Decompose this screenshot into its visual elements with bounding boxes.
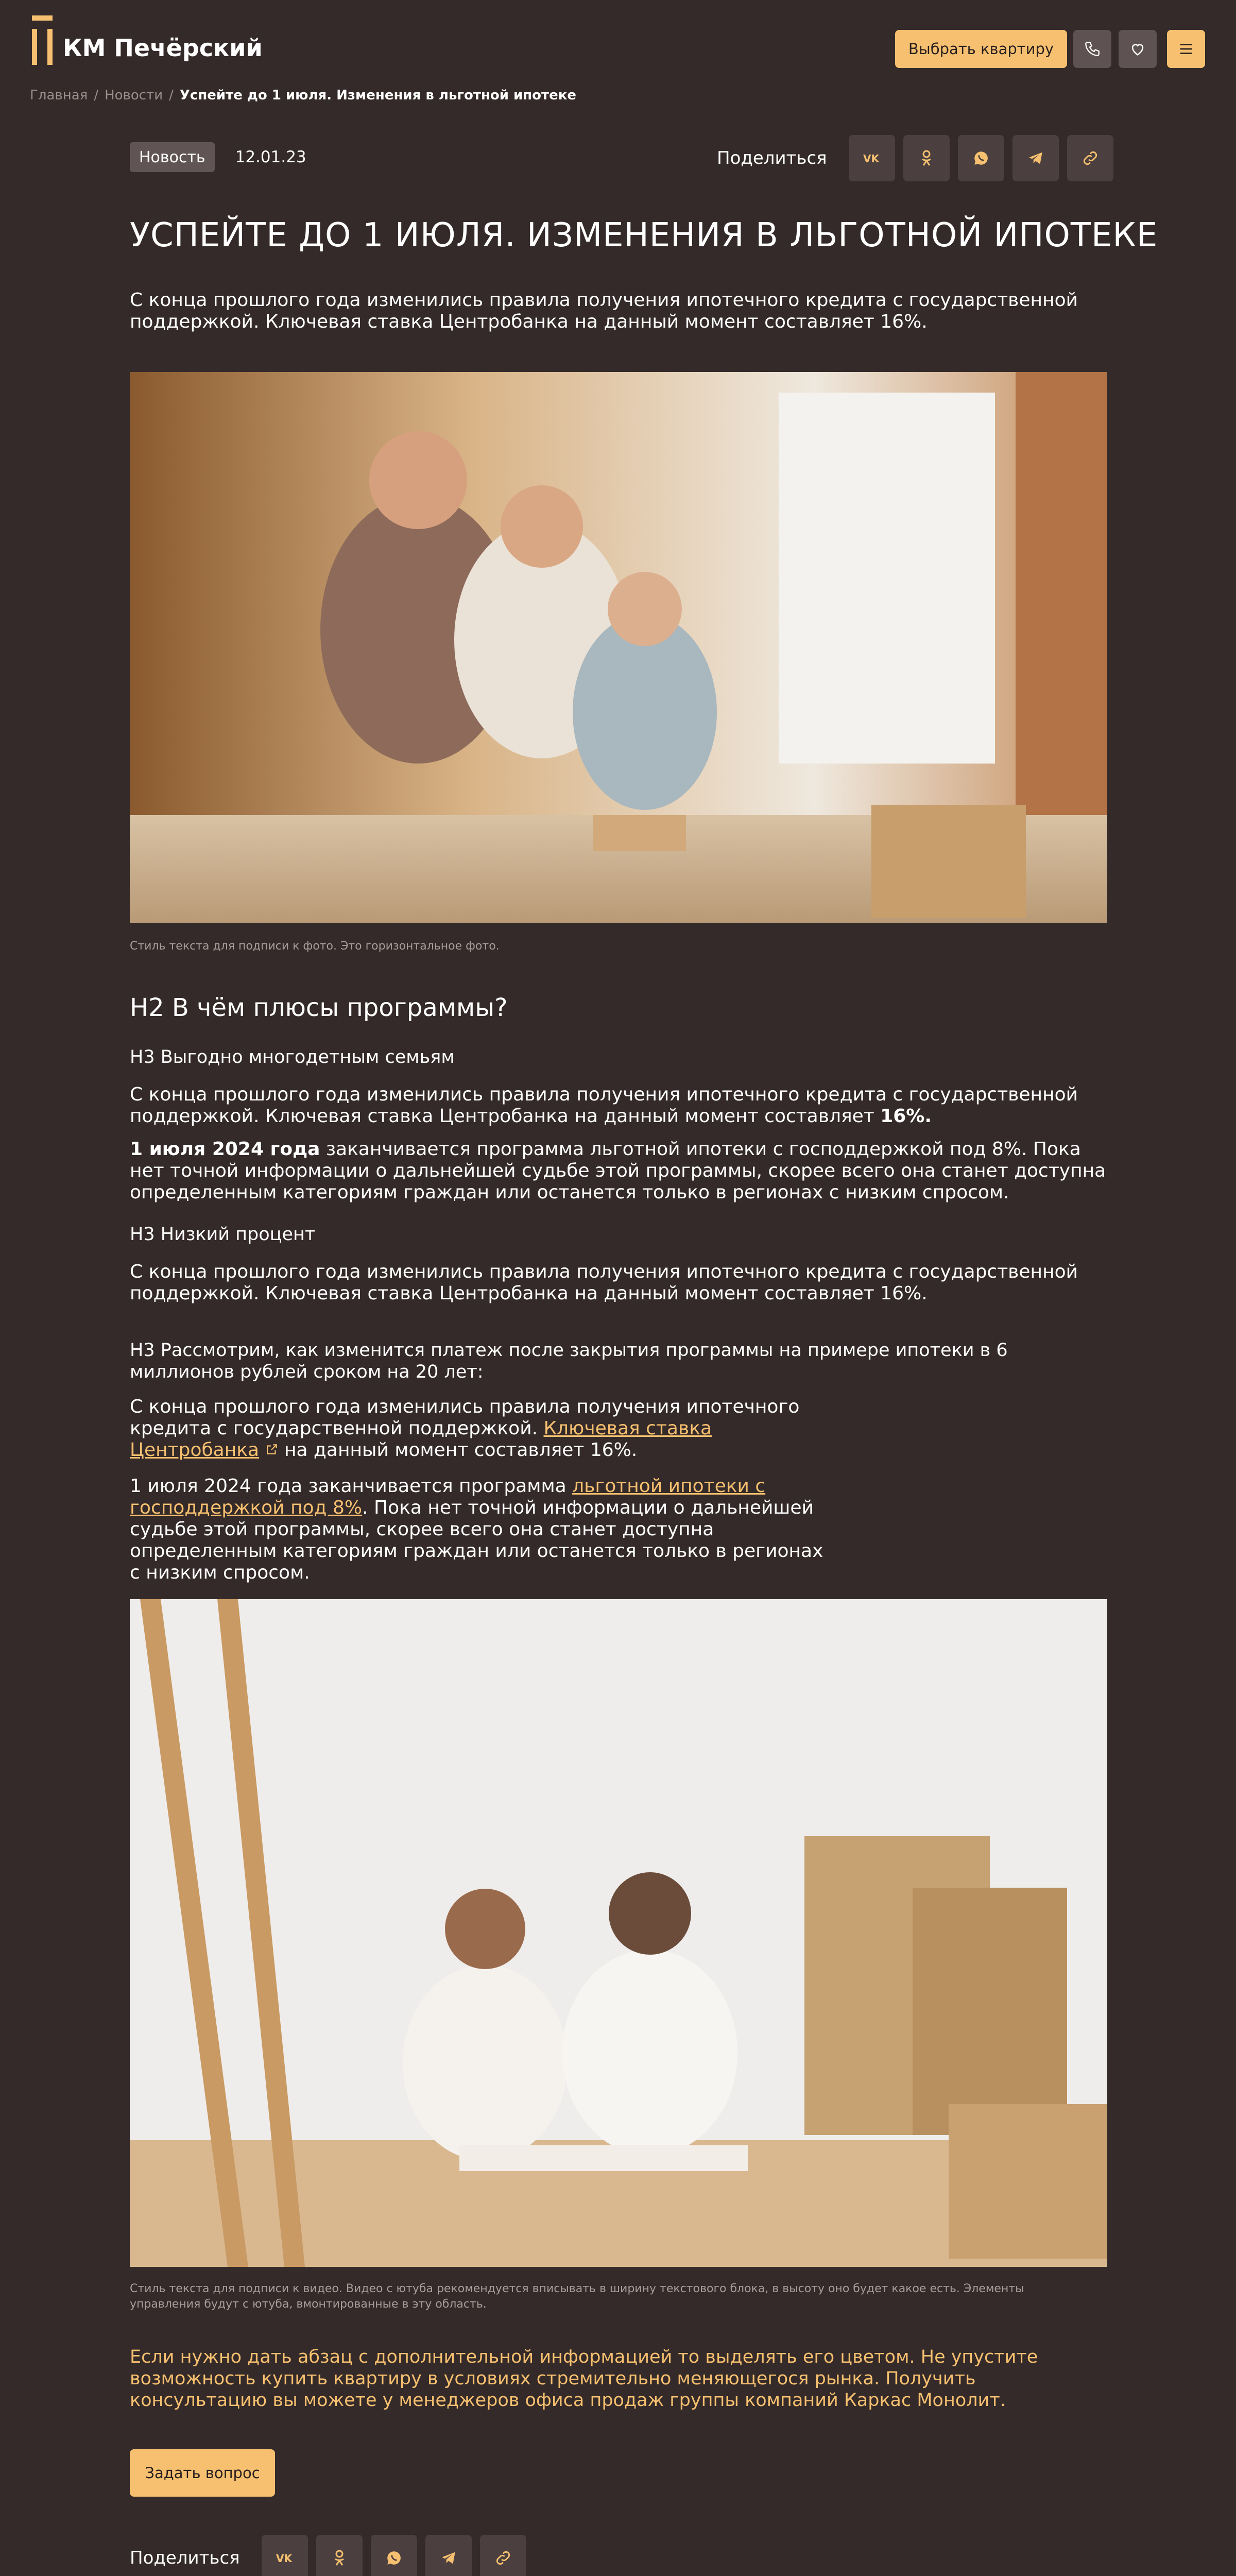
photo-caption: Стиль текста для подписи к фото. Это горизонтальное фото. <box>130 940 500 953</box>
share-whatsapp-button[interactable] <box>371 2535 417 2576</box>
breadcrumb-home[interactable]: Главная <box>30 88 88 103</box>
copy-link-button[interactable] <box>480 2535 526 2576</box>
share-ok-button[interactable] <box>903 135 950 181</box>
section-heading-h3-payment: H3 Рассмотрим, как изменится платеж после закрытия программы на примере ипотеки в 6 миллионов рублей сроком на 20 лет: <box>130 1340 1008 1382</box>
menu-icon <box>1177 40 1195 58</box>
ask-question-button[interactable]: Задать вопрос <box>130 2449 275 2497</box>
whatsapp-icon <box>972 149 990 167</box>
breadcrumb-separator: / <box>94 88 99 103</box>
paragraph-3: С конца прошлого года изменились правила получения ипотечного кредита с государственной поддержкой. Ключевая ставка Центробанка на данный момент составляет 16%. <box>130 1261 1078 1304</box>
breadcrumb <box>30 88 576 103</box>
share-ok-button[interactable] <box>316 2535 363 2576</box>
family-photo <box>130 372 1107 923</box>
share-telegram-button[interactable] <box>425 2535 472 2576</box>
menu-button[interactable] <box>1167 30 1205 68</box>
paragraph-5 <box>130 1476 830 1584</box>
key-rate-link[interactable]: Ключевая ставка Центробанка <box>130 1418 712 1461</box>
section-heading-h2: H2 В чём плюсы программы? <box>130 993 508 1022</box>
share-vk-button[interactable] <box>262 2535 308 2576</box>
article-meta <box>130 142 306 172</box>
odnoklassniki-icon <box>333 2549 346 2567</box>
paragraph-2 <box>130 1139 1108 1204</box>
logo-mark-icon <box>29 15 56 65</box>
external-link-icon <box>265 1443 279 1456</box>
highlight-paragraph: Если нужно дать абзац с дополнительной информацией то выделять его цветом. Не упустите возможность купить квартиру в условиях стремительно меняющегося рынка. Получить консультацию вы можете у менеджеров офиса продаж группы компаний Каркас Монолит. <box>130 2347 1038 2411</box>
section-heading-h3-low-rate: H3 Низкий процент <box>130 1224 316 1245</box>
choose-apartment-button[interactable]: Выбрать квартиру <box>895 30 1067 68</box>
phone-icon <box>1084 40 1101 58</box>
section-heading-h3-families: H3 Выгодно многодетным семьям <box>130 1047 455 1067</box>
paragraph-5-after: . Пока нет точной информации о дальнейшей судьбе этой программы, скорее всего она станет доступна определенным категориям граждан или останется только в регионах с низким спросом. <box>130 1497 823 1583</box>
share-vk-button[interactable] <box>849 135 895 181</box>
paragraph-1-text: С конца прошлого года изменились правила получения ипотечного кредита с государственной поддержкой. Ключевая ставка Центробанка на данный момент составляет <box>130 1084 1078 1127</box>
link-icon <box>494 2549 512 2567</box>
paragraph-1-bold: 16%. <box>880 1106 932 1127</box>
paragraph-4-text: С конца прошлого года изменились правила получения ипотечного кредита с государственной поддержкой. <box>130 1396 800 1439</box>
article-date: 12.01.23 <box>235 148 306 166</box>
logo[interactable] <box>29 15 263 65</box>
paragraph-1 <box>130 1084 1108 1127</box>
vk-icon <box>275 2552 295 2564</box>
favorites-button[interactable] <box>1119 30 1157 68</box>
article-title: УСПЕЙТЕ ДО 1 ИЮЛЯ. ИЗМЕНЕНИЯ В ЛЬГОТНОЙ ИПОТЕКЕ <box>130 216 1158 255</box>
share-bottom-label: Поделиться <box>130 2548 240 2568</box>
paragraph-4-after: на данный момент составляет 16%. <box>278 1439 638 1461</box>
breadcrumb-current: Успейте до 1 июля. Изменения в льготной ипотеке <box>179 88 577 103</box>
logo-text: КМ Печёрский <box>63 34 263 62</box>
preferential-mortgage-link[interactable]: льготной ипотеки с господдержкой под 8% <box>130 1476 766 1518</box>
odnoklassniki-icon <box>920 149 933 167</box>
vk-icon <box>862 152 882 164</box>
breadcrumb-news[interactable]: Новости <box>105 88 163 103</box>
phone-button[interactable] <box>1073 30 1111 68</box>
article-lead: С конца прошлого года изменились правила получения ипотечного кредита с государственной поддержкой. Ключевая ставка Центробанка на данный момент составляет 16%. <box>130 290 1078 332</box>
breadcrumb-separator: / <box>169 88 174 103</box>
whatsapp-icon <box>385 2549 403 2567</box>
telegram-icon <box>440 2549 457 2567</box>
paragraph-4 <box>130 1396 830 1461</box>
paragraph-2-text: заканчивается программа льготной ипотеки с господдержкой под 8%. Пока нет точной информации о дальнейшей судьбе этой программы, скорее всего она станет доступна определенным категориям граждан или останется только в регионах с низким спросом. <box>130 1139 1106 1203</box>
site-header <box>0 0 1236 88</box>
share-telegram-button[interactable] <box>1012 135 1059 181</box>
video-photo[interactable] <box>130 1599 1107 2267</box>
svg-text:VK: VK <box>863 152 879 164</box>
copy-link-button[interactable] <box>1067 135 1113 181</box>
share-top <box>717 135 1122 181</box>
video-caption: Стиль текста для подписи к видео. Видео с ютуба рекомендуется вписывать в ширину текстового блока, в высоту оно будет какое есть. Элементы управления будут с ютуба, вмонтированные в эту область. <box>130 2282 1024 2311</box>
article-tag: Новость <box>130 142 215 172</box>
share-label: Поделиться <box>717 148 827 168</box>
heart-icon <box>1129 40 1146 58</box>
paragraph-2-bold: 1 июля 2024 года <box>130 1139 320 1160</box>
share-bottom <box>130 2535 535 2576</box>
share-whatsapp-button[interactable] <box>958 135 1004 181</box>
paragraph-5-text: 1 июля 2024 года заканчивается программа <box>130 1476 573 1497</box>
link-icon <box>1082 149 1099 167</box>
telegram-icon <box>1027 149 1044 167</box>
svg-text:VK: VK <box>276 2552 292 2564</box>
